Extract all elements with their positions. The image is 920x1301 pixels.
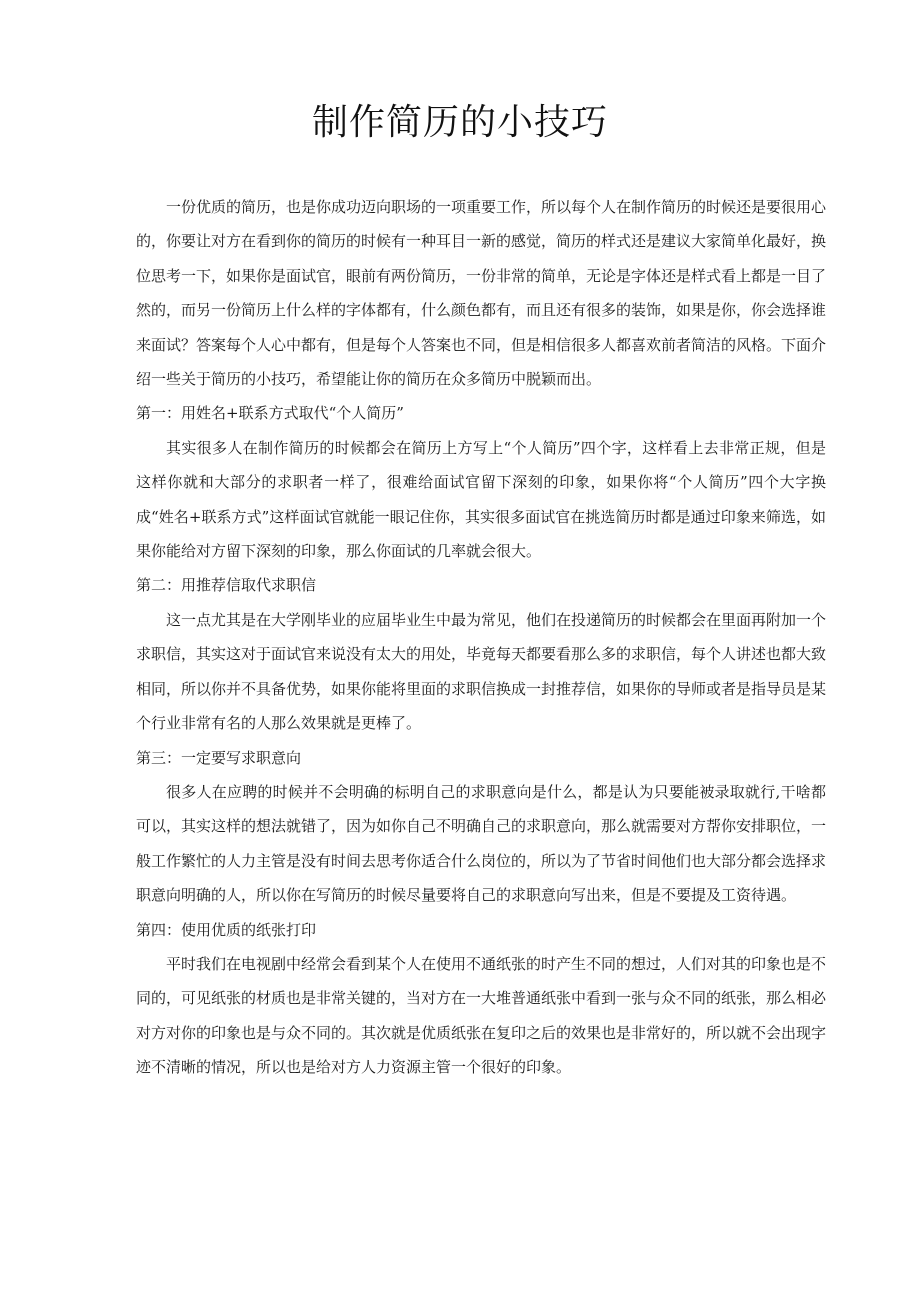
page-title: 制作简历的小技巧 — [311, 102, 608, 143]
section-body-2: 这一点尤其是在大学刚毕业的应届毕业生中最为常见，他们在投递简历的时候都会在里面再附加一个求职信，其实这对于面试官来说没有太大的用处，毕竟每天都要看那么多的求职信，每个人讲述也都大致相同，所以你并不具备优势，如果你能将里面的求职信换成一封推荐信，如果你的导师或者是指导员是某个行业非常有名的人那么效果就是更棒了。 — [136, 610, 827, 733]
section-heading-3: 第三：一定要写求职意向 — [136, 748, 302, 767]
section-heading-1: 第一：用姓名+联系方式取代“个人简历” — [136, 404, 404, 423]
section-heading-4: 第四：使用优质的纸张打印 — [136, 920, 317, 939]
document-body — [136, 190, 826, 1085]
section-body-3: 很多人在应聘的时候并不会明确的标明自己的求职意向是什么，都是认为只要能被录取就行,干啥都可以，其实这样的想法就错了，因为如你自己不明确自己的求职意向，那么就需要对方帮你安排职位，一般工作繁忙的人力主管是没有时间去思考你适合什么岗位的，所以为了节省时间他们也大部分都会选择求职意向明确的人，所以你在写简历的时候尽量要将自己的求职意向写出来，但是不要提及工资待遇。 — [136, 782, 827, 905]
section-heading-2: 第二：用推荐信取代求职信 — [136, 576, 317, 595]
intro-paragraph: 一份优质的简历，也是你成功迈向职场的一项重要工作，所以每个人在制作简历的时候还是要很用心的，你要让对方在看到你的简历的时候有一种耳目一新的感觉，简历的样式还是建议大家简单化最好，换位思考一下，如果你是面试官，眼前有两份简历，一份非常的简单，无论是字体还是样式看上都是一目了然的，而另一份简历上什么样的字体都有，什么颜色都有，而且还有很多的装饰，如果是你，你会选择谁来面试？答案每个人心中都有，但是每个人答案也不同，但是相信很多人都喜欢前者简洁的风格。下面介绍一些关于简历的小技巧，希望能让你的简历在众多简历中脱颖而出。 — [136, 198, 827, 389]
section-body-1: 其实很多人在制作简历的时候都会在简历上方写上“个人简历”四个字，这样看上去非常正规，但是这样你就和大部分的求职者一样了，很难给面试官留下深刻的印象，如果你将“个人简历”四个大字换成“姓名+联系方式”这样面试官就能一眼记住你，其实很多面试官在挑选简历时都是通过印象来筛选，如果你能给对方留下深刻的印象，那么你面试的几率就会很大。 — [136, 438, 826, 561]
section-body-4: 平时我们在电视剧中经常会看到某个人在使用不通纸张的时产生不同的想过，人们对其的印象也是不同的，可见纸张的材质也是非常关键的，当对方在一大堆普通纸张中看到一张与众不同的纸张，那么相必对方对你的印象也是与众不同的。其次就是优质纸张在复印之后的效果也是非常好的，所以就不会出现字迹不清晰的情况，所以也是给对方人力资源主管一个很好的印象。 — [136, 954, 827, 1077]
